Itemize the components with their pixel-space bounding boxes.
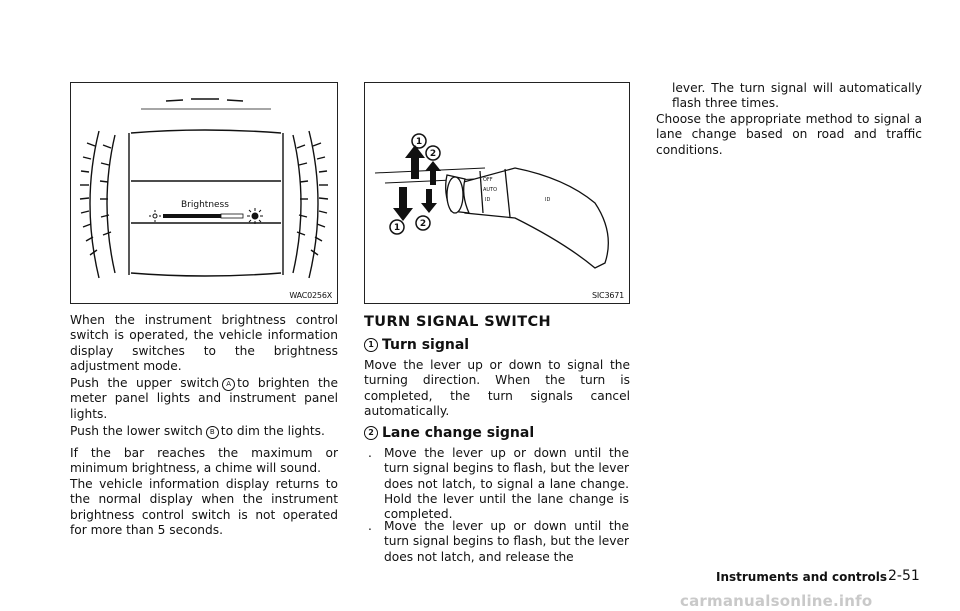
brightness-paragraph-1: When the instrument brightness control switch is operated, the vehicle information display switches to the brightness adjustment mode.: [70, 313, 338, 373]
turn-signal-lever-illustration: [365, 83, 629, 303]
brightness-paragraph-4: If the bar reaches the maximum or minimum brightness, a chime will sound.: [70, 446, 338, 476]
bullet-mark-1: .: [368, 446, 372, 460]
section-title: TURN SIGNAL SWITCH: [364, 314, 552, 330]
callout-2-up: 2: [429, 149, 437, 159]
callout-1-up: 1: [415, 137, 423, 147]
brightness-paragraph-3: [70, 424, 338, 439]
callout-2-down: 2: [419, 219, 427, 229]
marker-1: 1: [364, 338, 378, 352]
lever-mark-4: ID: [545, 197, 551, 203]
lower-switch-text-before: Push the lower switch: [70, 424, 203, 438]
lane-change-method-paragraph: Choose the appropriate method to signal a lane change based on road and traffic conditions.: [656, 112, 922, 157]
lever-mark-off: OFF: [483, 177, 493, 183]
figure-instrument-cluster: [70, 82, 338, 304]
callout-1-down: 1: [393, 223, 401, 233]
footer-section-title: Instruments and controls: [716, 570, 888, 584]
instrument-cluster-illustration: [71, 83, 337, 303]
subsection-turn-signal: [364, 337, 469, 353]
page-number: 2-51: [888, 568, 920, 584]
marker-2: 2: [364, 426, 378, 440]
subsection-lane-change-title: Lane change signal: [382, 425, 535, 441]
figure-code-left: WAC0256X: [289, 291, 332, 300]
figure-code-middle: SIC3671: [592, 291, 624, 300]
brightness-paragraph-5: The vehicle information display returns to the normal display when the instrument brightness control switch is not operated for more than 5 seconds.: [70, 477, 338, 537]
lever-mark-auto: AUTO: [483, 187, 498, 193]
subsection-turn-signal-title: Turn signal: [382, 337, 470, 353]
continuation-paragraph: lever. The turn signal will automatically flash three times.: [672, 81, 922, 111]
bullet-text-2: Move the lever up or down until the turn signal begins to flash, but the lever does not latch, and release the: [384, 519, 629, 564]
bullet-text-1: Move the lever up or down until the turn signal begins to flash, but the lever does not latch, to signal a lane change. Hold the lever until the lane change is completed.: [384, 446, 629, 522]
marker-a: A: [222, 378, 235, 391]
subsection-lane-change: [364, 425, 534, 441]
lever-mark-3: ID: [485, 197, 491, 203]
bullet-mark-2: .: [368, 519, 372, 533]
brightness-display-label: Brightness: [181, 200, 229, 210]
upper-switch-text-after: to brighten the meter panel lights and instrument panel lights.: [70, 376, 338, 421]
turn-signal-paragraph: Move the lever up or down to signal the turning direction. When the turn is completed, the turn signals cancel automatically.: [364, 358, 630, 418]
marker-b: B: [206, 426, 219, 439]
lower-switch-text-after: to dim the lights.: [220, 424, 325, 438]
figure-turn-signal-lever: [364, 82, 630, 304]
watermark: carmanualsonline.info: [680, 592, 873, 610]
upper-switch-text-before: Push the upper switch: [70, 376, 220, 390]
brightness-paragraph-2: [70, 376, 338, 422]
